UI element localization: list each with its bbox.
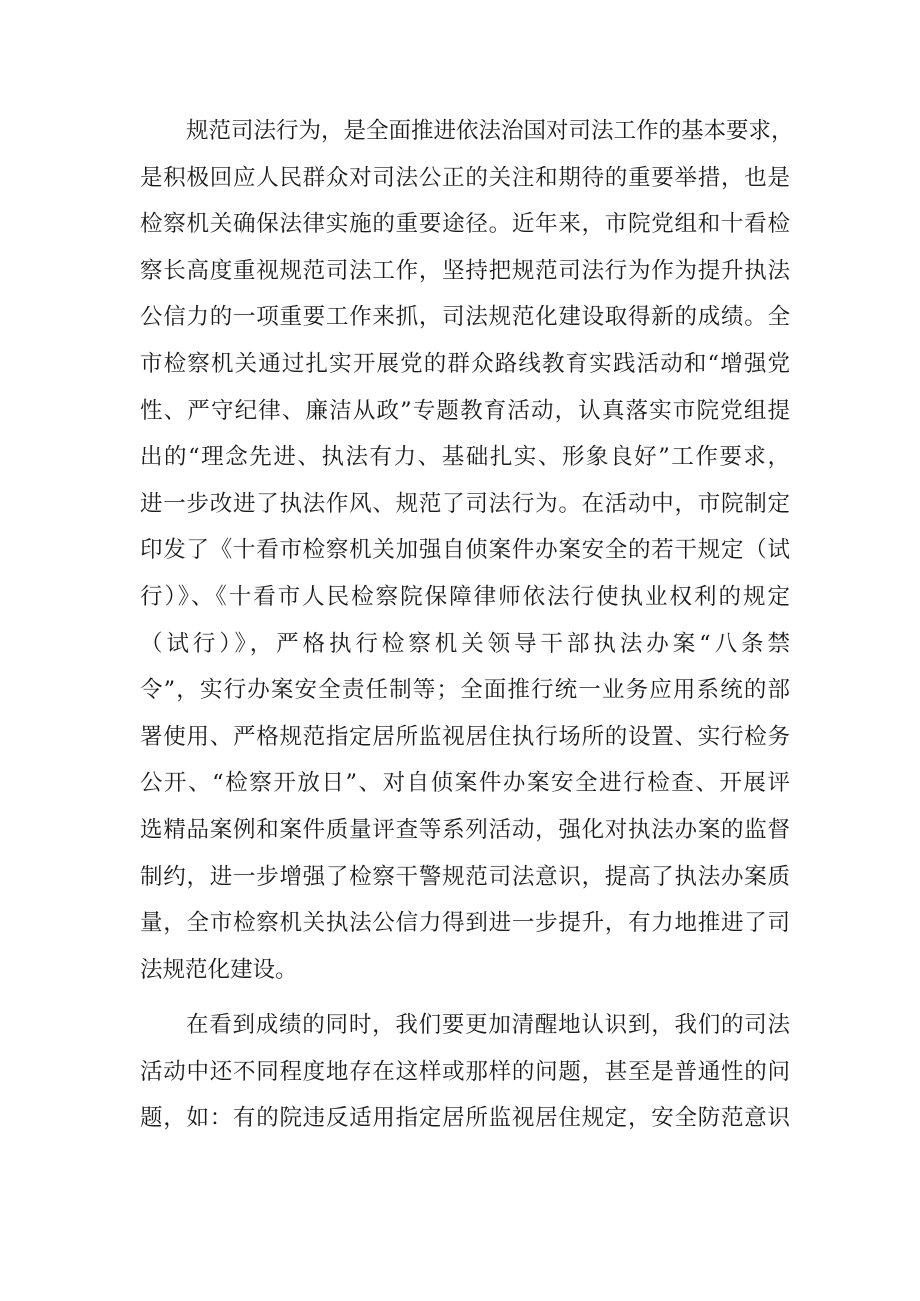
- paragraph-1: [140, 108, 794, 993]
- paragraph-line: 印发了《十看市检察机关加强自侦案件办案安全的若干规定（试: [140, 537, 790, 564]
- paragraph-line: 在看到成绩的同时，我们要更加清醒地认识到，我们的司法: [186, 1012, 790, 1039]
- paragraph-line: 进一步改进了执法作风、规范了司法行为。在活动中，市院制定: [140, 490, 790, 517]
- paragraph-line: 察长高度重视规范司法工作，坚持把规范司法行为作为提升执法: [140, 257, 790, 284]
- paragraph-line: 检察机关确保法律实施的重要途径。近年来，市院党组和十看检: [140, 211, 790, 238]
- paragraph-line: 性、严守纪律、廉洁从政”专题教育活动，认真落实市院党组提: [140, 397, 790, 424]
- paragraph-line: 选精品案例和案件质量评查等系列活动，强化对执法办案的监督: [140, 816, 790, 843]
- paragraph-line: 令”，实行办案安全责任制等；全面推行统一业务应用系统的部: [140, 677, 790, 704]
- paragraph-line: 行）》、《十看市人民检察院保障律师依法行使执业权利的规定: [140, 583, 790, 610]
- paragraph-line: 规范司法行为，是全面推进依法治国对司法工作的基本要求，: [186, 118, 794, 144]
- document-body: [140, 108, 794, 1142]
- paragraph-line: 是积极回应人民群众对司法公正的关注和期待的重要举措，也是: [140, 164, 790, 191]
- paragraph-line: （试行）》，严格执行检察机关领导干部执法办案“八条禁: [140, 630, 790, 657]
- paragraph-line: 市检察机关通过扎实开展党的群众路线教育实践活动和“增强党: [140, 350, 790, 377]
- paragraph-line: 出的“理念先进、执法有力、基础扎实、形象良好”工作要求，: [140, 444, 790, 471]
- paragraph-line: 公开、“检察开放日”、对自侦案件办案安全进行检查、开展评: [140, 770, 790, 797]
- paragraph-line: 法规范化建设。: [140, 956, 298, 983]
- paragraph-2: [140, 1002, 790, 1142]
- paragraph-line: 署使用、严格规范指定居所监视居住执行场所的设置、实行检务: [140, 723, 790, 750]
- paragraph-line: 题，如：有的院违反适用指定居所监视居住规定，安全防范意识: [140, 1105, 790, 1132]
- paragraph-gap: [140, 993, 790, 1002]
- paragraph-line: 活动中还不同程度地存在这样或那样的问题，甚至是普通性的问: [140, 1058, 790, 1085]
- paragraph-line: 量，全市检察机关执法公信力得到进一步提升，有力地推进了司: [140, 910, 790, 937]
- paragraph-line: 制约，进一步增强了检察干警规范司法意识，提高了执法办案质: [140, 863, 790, 890]
- paragraph-line: 公信力的一项重要工作来抓，司法规范化建设取得新的成绩。全: [140, 304, 790, 331]
